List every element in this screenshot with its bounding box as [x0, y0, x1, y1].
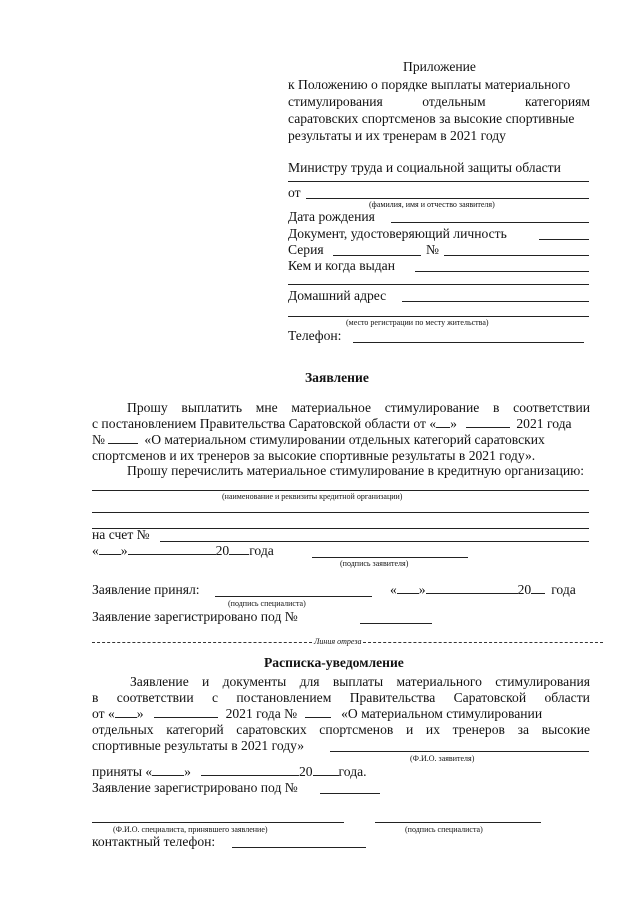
account-number-label: на счет № [92, 527, 150, 542]
bank-details-field-line-3[interactable] [92, 528, 589, 529]
received-year-prefix: 20 [298, 764, 313, 779]
received-year-field[interactable] [313, 764, 339, 776]
cut-line-dash-left [92, 642, 312, 643]
accepted-date-open-quote: « [390, 582, 397, 597]
document-number-field[interactable] [444, 255, 589, 256]
issued-by-field[interactable] [415, 271, 589, 272]
appendix-line-4: результаты и их тренерам в 2021 году [288, 128, 506, 143]
application-paragraph-1-line-3 [92, 432, 545, 448]
registration-number-field[interactable] [360, 623, 432, 624]
applicant-day-field[interactable] [99, 543, 121, 555]
received-month-field[interactable] [201, 764, 299, 776]
account-number-field[interactable] [160, 541, 589, 542]
bank-details-field-line-2[interactable] [92, 512, 589, 513]
appendix-line-2-word-1: стимулирования [288, 94, 383, 109]
application-paragraph-1-line-1: Прошу выплатить мне материальное стимулирование в соответствии [127, 400, 590, 415]
bank-details-caption: (наименование и реквизиты кредитной организации) [222, 492, 403, 501]
applicant-year-suffix: года [249, 543, 274, 558]
series-label: Серия [288, 242, 324, 257]
receipt-month-field[interactable] [154, 706, 218, 718]
contact-phone-label: контактный телефон: [92, 834, 216, 849]
appendix-line-2 [288, 94, 590, 110]
appendix-line-2-word-3: категориям [524, 94, 590, 109]
receipt-line-5: спортивные результаты в 2021 году» [92, 738, 305, 753]
birth-date-label: Дата рождения [288, 209, 375, 224]
specialist-name-field[interactable] [92, 822, 344, 823]
issued-by-field-line-2[interactable] [288, 284, 589, 285]
applicant-date-line [92, 543, 274, 559]
receipt-line-2-word-7: области [544, 690, 590, 705]
accepted-year-suffix: года [551, 582, 576, 597]
decree-number-field[interactable] [108, 432, 138, 444]
decree-title: «О материальном стимулировании отдельных категорий саратовских [144, 432, 545, 447]
addressee-ministry: Министру труда и социальной защиты области [288, 160, 561, 175]
application-paragraph-1-line-2 [92, 416, 572, 432]
receipt-specialist-signature-caption: (подпись специалиста) [405, 825, 483, 834]
decree-text-a: с постановлением Правительства Саратовской области от « [92, 416, 437, 431]
cut-line [92, 637, 589, 646]
receipt-line-2 [92, 690, 590, 706]
from-label: от [288, 185, 301, 200]
specialist-name-caption: (Ф.И.О. специалиста, принявшего заявление) [113, 825, 268, 834]
identity-document-label: Документ, удостоверяющий личность [288, 226, 507, 241]
application-paragraph-1-line-4: спортсменов и их тренеров за высокие спортивные результаты в 2021 году». [92, 448, 536, 463]
home-address-field[interactable] [402, 301, 589, 302]
receipt-date-close: » [136, 706, 144, 721]
receipt-applicant-name-field[interactable] [330, 751, 589, 752]
appendix-line-2-word-2: отдельным [422, 94, 486, 109]
application-paragraph-2: Прошу перечислить материальное стимулирование в кредитную организацию: [127, 463, 585, 478]
identity-document-field[interactable] [539, 239, 589, 240]
applicant-month-field[interactable] [128, 543, 216, 555]
decree-number-sign: № [92, 432, 105, 447]
series-field[interactable] [333, 255, 421, 256]
application-title: Заявление [305, 370, 369, 385]
decree-year: 2021 года [516, 416, 572, 431]
receipt-line-3 [92, 706, 590, 722]
home-address-caption: (место регистрации по месту жительства) [346, 318, 489, 327]
receipt-line-2-word-1: в [92, 690, 99, 705]
home-address-label: Домашний адрес [288, 288, 387, 303]
specialist-signature-caption: (подпись специалиста) [228, 599, 306, 608]
received-close-quote: » [184, 764, 191, 779]
applicant-year-field[interactable] [229, 543, 249, 555]
receipt-registration-label: Заявление зарегистрировано под № [92, 780, 298, 795]
decree-day-field[interactable] [436, 416, 450, 428]
receipt-line-1: Заявление и документы для выплаты материального стимулирования [130, 674, 590, 689]
receipt-line-4: отдельных категорий саратовских спортсменов и их тренеров за высокие [92, 722, 590, 737]
issued-by-label: Кем и когда выдан [288, 258, 395, 273]
applicant-date-open-quote: « [92, 543, 99, 558]
decree-month-field[interactable] [466, 416, 510, 428]
applicant-year-prefix: 20 [215, 543, 230, 558]
receipt-line-2-word-2: соответствии [116, 690, 194, 705]
received-day-field[interactable] [152, 764, 184, 776]
received-label: приняты « [92, 764, 153, 779]
applicant-date-close-quote: » [120, 543, 128, 558]
accepted-day-field[interactable] [397, 582, 419, 594]
accepted-year-field[interactable] [531, 582, 545, 594]
receipt-registration-field[interactable] [320, 793, 380, 794]
phone-label: Телефон: [288, 328, 342, 343]
cut-line-dash-right [363, 642, 603, 643]
applicant-name-caption: (фамилия, имя и отчество заявителя) [369, 200, 495, 209]
receipt-decree-title: «О материальном стимулировании [341, 706, 543, 721]
receipt-line-2-word-3: с [211, 690, 219, 705]
specialist-signature-field[interactable] [215, 596, 372, 597]
accepted-month-field[interactable] [426, 582, 518, 594]
receipt-line-2-word-6: Саратовской [453, 690, 527, 705]
contact-phone-field[interactable] [232, 847, 366, 848]
receipt-applicant-name-caption: (Ф.И.О. заявителя) [410, 754, 475, 763]
number-sign: № [426, 242, 439, 257]
decree-text-b: » [450, 416, 457, 431]
receipt-day-field[interactable] [115, 706, 137, 718]
bank-details-field[interactable] [92, 490, 589, 491]
appendix-line-3: саратовских спортсменов за высокие спортивные [288, 111, 575, 126]
cut-line-label: Линия отреза [314, 637, 362, 646]
phone-field[interactable] [353, 342, 584, 343]
receipt-year-number: 2021 года № [225, 706, 298, 721]
home-address-field-line-2[interactable] [288, 316, 589, 317]
addressee-blank-line[interactable] [288, 181, 589, 182]
receipt-line-2-word-4: постановлением [236, 690, 332, 705]
birth-date-field[interactable] [391, 222, 589, 223]
appendix-line-1: к Положению о порядке выплаты материального [288, 77, 571, 92]
received-date-line [92, 764, 367, 780]
accepted-date-close-quote: » [418, 582, 426, 597]
registration-number-label: Заявление зарегистрировано под № [92, 609, 298, 624]
receipt-line-2-word-5: Правительства [349, 690, 436, 705]
accepted-year-prefix: 20 [517, 582, 532, 597]
accepted-date-line [390, 582, 576, 598]
receipt-decree-number-field[interactable] [305, 706, 331, 718]
receipt-title: Расписка-уведомление [264, 655, 404, 670]
applicant-signature-caption: (подпись заявителя) [340, 559, 409, 568]
received-year-suffix: года. [338, 764, 367, 779]
applicant-signature-field[interactable] [312, 557, 468, 558]
appendix-title: Приложение [403, 59, 476, 74]
receipt-date-open: от « [92, 706, 115, 721]
receipt-specialist-signature-field[interactable] [375, 822, 541, 823]
applicant-name-field[interactable] [306, 198, 589, 199]
accepted-by-label: Заявление принял: [92, 582, 200, 597]
